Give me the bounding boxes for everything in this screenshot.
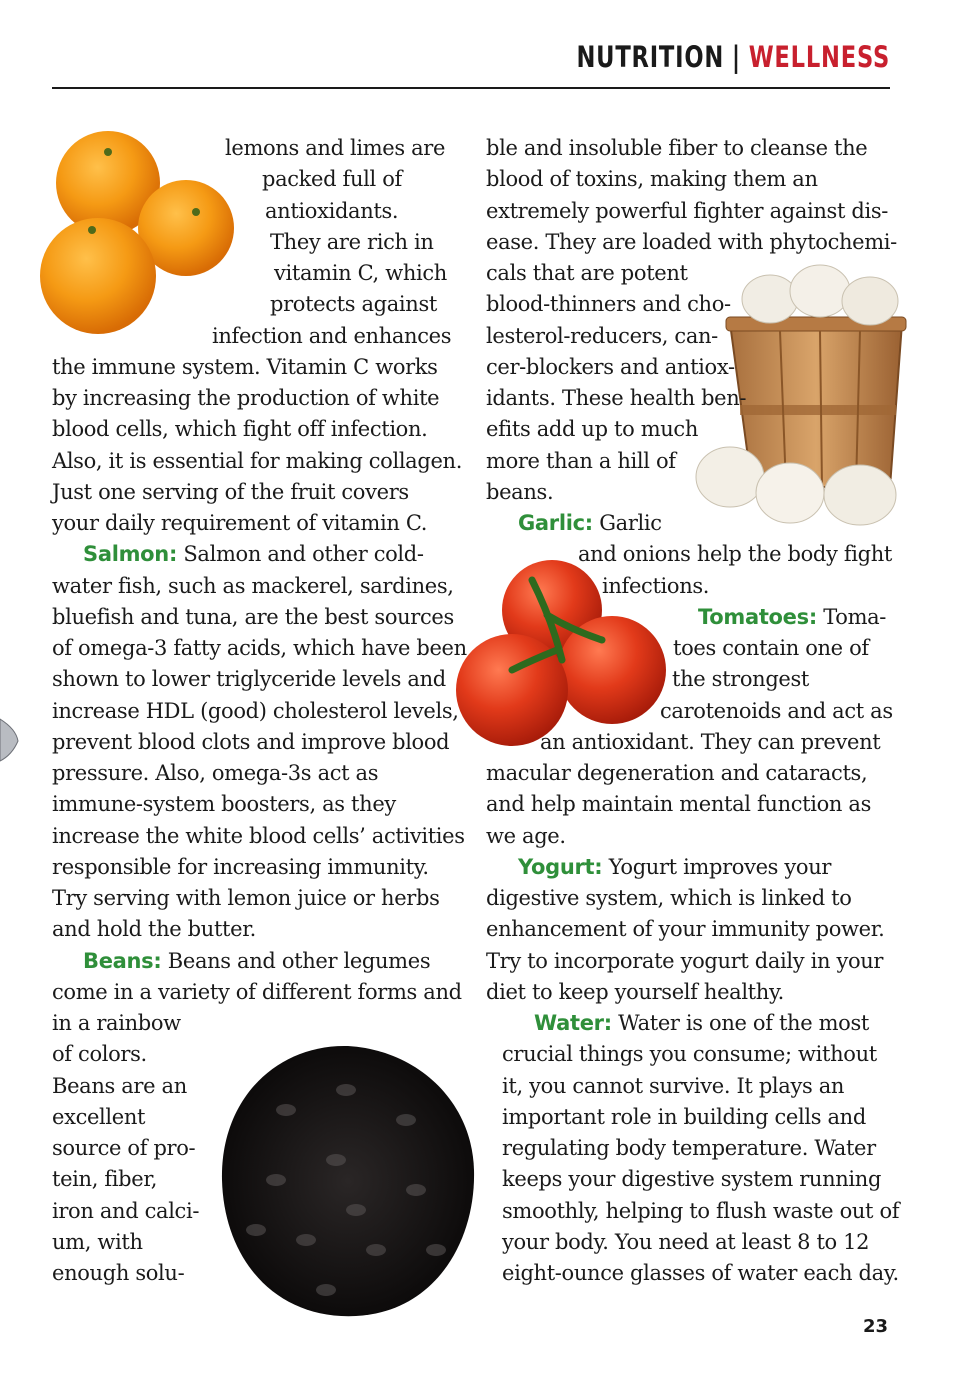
food-keyword: Garlic: (518, 511, 593, 535)
text-line: important role in building cells and (502, 1104, 866, 1129)
text-line: beans. (486, 479, 554, 504)
text-line: and help maintain mental function as (486, 792, 871, 817)
text-line: shown to lower triglyceride levels and (52, 667, 446, 692)
text-line: antioxidants. (265, 198, 399, 223)
paragraph-text: Yogurt improves your (602, 854, 832, 879)
text-line: idants. These health ben- (486, 386, 747, 410)
text-line: source of pro- (52, 1136, 196, 1160)
text-line: keeps your digestive system running (502, 1167, 882, 1192)
text-line: Also, it is essential for making collagen. (52, 448, 463, 473)
header-separator: | (731, 40, 741, 74)
paragraph-text: Salmon and other cold- (177, 542, 424, 567)
text-line: cer-blockers and antiox- (486, 354, 735, 379)
text-line: smoothly, helping to flush waste out of (502, 1198, 900, 1223)
text-line: the strongest (672, 667, 810, 692)
text-line: by increasing the production of white (52, 386, 440, 410)
text-line: of omega-3 fatty acids, which have been (52, 636, 467, 660)
text-line: extremely powerful fighter against dis- (486, 198, 889, 223)
text-line: Beans are an (52, 1073, 187, 1098)
text-line: infections. (602, 573, 710, 598)
text-line: and onions help the body fight (578, 542, 892, 567)
text-line: we age. (486, 823, 566, 848)
text-line: regulating body temperature. Water (502, 1136, 876, 1160)
text-line: eight-ounce glasses of water each day. (502, 1261, 899, 1285)
text-line: increase HDL (good) cholesterol levels, (52, 698, 459, 723)
text-line: Just one serving of the fruit covers (52, 479, 409, 504)
text-line: tein, fiber, (52, 1167, 158, 1192)
text-line: diet to keep yourself healthy. (486, 979, 784, 1004)
food-keyword: Salmon: (83, 542, 178, 567)
text-line: ease. They are loaded with phytochemi- (486, 229, 897, 254)
text-line: in a rainbow (52, 1011, 181, 1035)
text-line: enhancement of your immunity power. (486, 917, 885, 942)
text-line: your body. You need at least 8 to 12 (502, 1229, 870, 1254)
text-line (83, 539, 424, 570)
text-line: enough solu- (52, 1261, 185, 1285)
text-line: protects against (270, 292, 437, 317)
text-line: immune-system boosters, as they (52, 792, 396, 817)
text-line (698, 602, 886, 633)
text-line: pressure. Also, omega-3s act as (52, 761, 379, 785)
text-line: an antioxidant. They can prevent (540, 729, 881, 754)
text-line: um, with (52, 1229, 143, 1254)
text-line: responsible for increasing immunity. (52, 854, 429, 879)
food-keyword: Yogurt: (518, 854, 603, 879)
text-line: bluefish and tuna, are the best sources (52, 604, 454, 629)
paragraph-text: Beans and other legumes (161, 948, 431, 973)
text-line (534, 1008, 869, 1039)
text-line: lesterol-reducers, can- (486, 323, 718, 348)
text-line: increase the white blood cells’ activities (52, 823, 465, 848)
page-number: 23 (862, 1316, 888, 1337)
header-rule (52, 87, 890, 89)
text-line: Try to incorporate yogurt daily in your (486, 948, 884, 973)
text-line: blood cells, which fight off infection. (52, 417, 428, 442)
food-keyword: Beans: (83, 948, 162, 973)
text-line: lemons and limes are (225, 136, 446, 160)
text-line: excellent (52, 1104, 146, 1129)
text-line: it, you cannot survive. It plays an (502, 1073, 845, 1098)
text-line: prevent blood clots and improve blood (52, 729, 450, 754)
food-keyword: Water: (534, 1011, 612, 1035)
text-line: efits add up to much (486, 417, 699, 442)
text-line: vitamin C, which (274, 261, 447, 285)
paragraph-text: Water is one of the most (611, 1011, 869, 1035)
oranges-image (36, 128, 236, 338)
text-line: digestive system, which is linked to (486, 886, 852, 910)
text-line: water fish, such as mackerel, sardines, (52, 573, 454, 598)
paragraph-text: Toma- (816, 604, 887, 629)
fish-fragment-image (0, 715, 22, 765)
text-line: the immune system. Vitamin C works (52, 354, 438, 379)
text-line: of colors. (52, 1042, 147, 1067)
header-subsection: WELLNESS (748, 40, 890, 74)
text-line: crucial things you consume; without (502, 1042, 877, 1067)
text-line: blood-thinners and cho- (486, 292, 731, 317)
text-line (518, 508, 662, 539)
text-line: Try serving with lemon juice or herbs (52, 886, 440, 910)
text-line: carotenoids and act as (660, 698, 893, 723)
text-line: cals that are potent (486, 261, 688, 285)
text-line: come in a variety of different forms and (52, 979, 462, 1004)
text-line: more than a hill of (486, 448, 676, 473)
text-line: packed full of (262, 167, 402, 192)
black-beans-image (216, 1040, 480, 1320)
text-line: iron and calci- (52, 1198, 200, 1223)
text-line: and hold the butter. (52, 917, 256, 942)
text-line: They are rich in (270, 229, 434, 254)
paragraph-text: Garlic (592, 511, 662, 535)
text-line: blood of toxins, making them an (486, 167, 818, 192)
text-line: infection and enhances (212, 323, 452, 348)
text-line: your daily requirement of vitamin C. (52, 511, 428, 535)
text-line (83, 946, 430, 977)
header-section: NUTRITION (576, 40, 724, 74)
food-keyword: Tomatoes: (698, 604, 817, 629)
text-line: macular degeneration and cataracts, (486, 761, 868, 785)
text-line: toes contain one of (673, 636, 869, 660)
running-header (576, 40, 890, 74)
text-line (518, 852, 831, 883)
text-line: ble and insoluble fiber to cleanse the (486, 136, 868, 160)
